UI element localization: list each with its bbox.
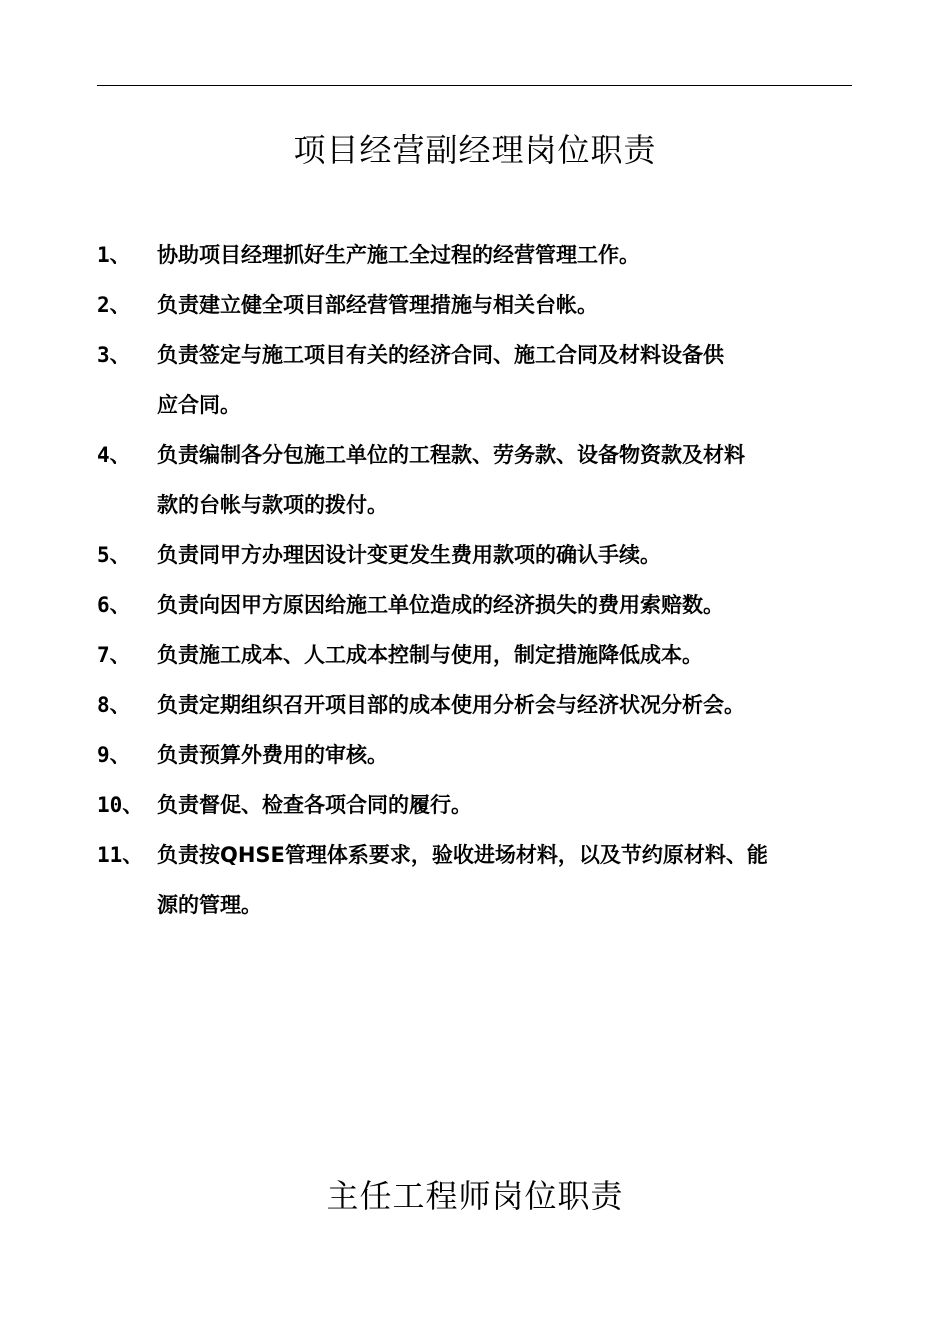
duty-text-line: 源的管理。 [157,893,262,917]
section-title-deputy-manager: 项目经营副经理岗位职责 [293,131,657,169]
section-title-chief-engineer: 主任工程师岗位职责 [326,1177,624,1215]
duty-text [157,230,877,280]
duty-text-line: 负责预算外费用的审核。 [157,743,388,767]
duty-number: 10、 [97,793,144,817]
duty-item [97,280,877,330]
duty-number: 7、 [97,643,131,667]
duty-text [157,330,877,430]
duty-text-line: 协助项目经理抓好生产施工全过程的经营管理工作。 [157,243,640,267]
duty-number: 4、 [97,443,131,467]
duty-item [97,580,877,630]
duty-text-line: 负责按QHSE管理体系要求，验收进场材料，以及节约原材料、能 [157,843,768,867]
duty-text-line: 款的台帐与款项的拨付。 [157,493,388,517]
duty-number: 1、 [97,243,131,267]
duty-item [97,780,877,830]
duty-text-line: 负责施工成本、人工成本控制与使用，制定措施降低成本。 [157,643,703,667]
duty-item [97,730,877,780]
duty-item [97,630,877,680]
duty-text [157,780,877,830]
duty-item [97,680,877,730]
duty-text [157,830,877,930]
duty-text [157,730,877,780]
duty-number: 9、 [97,743,131,767]
duty-text-line: 负责定期组织召开项目部的成本使用分析会与经济状况分析会。 [157,693,745,717]
duty-item [97,530,877,580]
duty-text-line: 负责同甲方办理因设计变更发生费用款项的确认手续。 [157,543,661,567]
duty-text-line: 负责签定与施工项目有关的经济合同、施工合同及材料设备供 [157,343,724,367]
duty-text [157,630,877,680]
duty-text-line: 负责向因甲方原因给施工单位造成的经济损失的费用索赔数。 [157,593,724,617]
duty-text [157,280,877,330]
duty-number: 3、 [97,343,131,367]
duty-text [157,430,877,530]
duty-list [97,230,877,930]
duty-text [157,680,877,730]
duty-text [157,530,877,580]
duty-number: 2、 [97,293,131,317]
duty-number: 5、 [97,543,131,567]
duty-number: 8、 [97,693,131,717]
duty-number: 11、 [97,843,144,867]
duty-text-line: 应合同。 [157,393,241,417]
duty-text-line: 负责编制各分包施工单位的工程款、劳务款、设备物资款及材料 [157,443,745,467]
duty-item [97,830,877,930]
header-rule [97,85,852,86]
duty-text [157,580,877,630]
duty-number: 6、 [97,593,131,617]
duty-item [97,430,877,530]
duty-item [97,230,877,280]
duty-item [97,330,877,430]
duty-text-line: 负责督促、检查各项合同的履行。 [157,793,472,817]
duty-text-line: 负责建立健全项目部经营管理措施与相关台帐。 [157,293,598,317]
